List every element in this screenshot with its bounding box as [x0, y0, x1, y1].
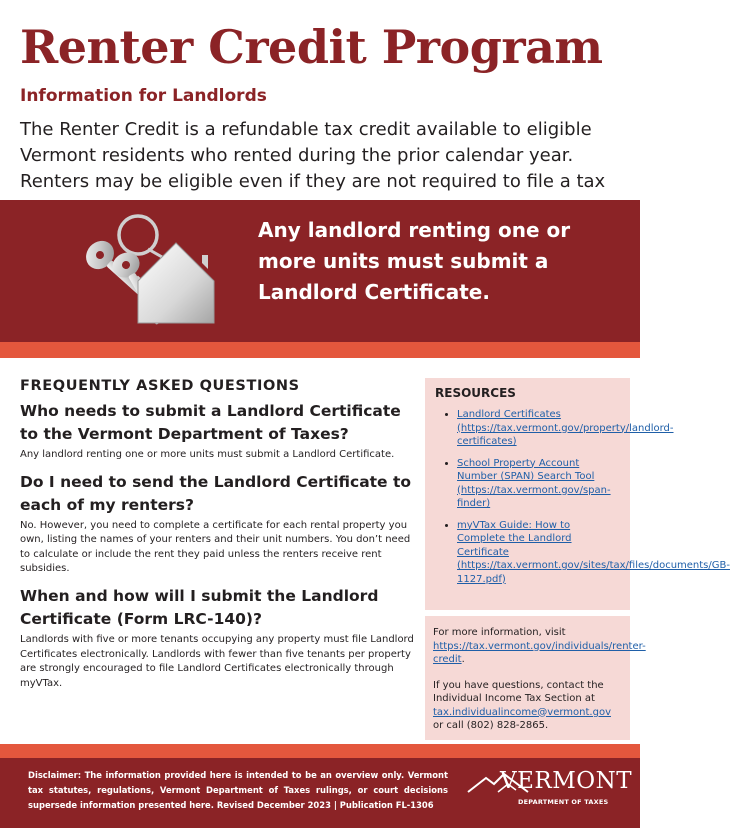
faq-question: When and how will I submit the Landlord Certificate (Form LRC-140)? [20, 586, 379, 628]
resource-item [457, 457, 620, 511]
faq-answer: Landlords with five or more tenants occupying any property must file Landlord Certificates electronically. Landlords with fewer than five tenants per property are strongly encouraged to file Landlord Certificates electronically through myVTax. [20, 633, 414, 689]
span-search-tool-link[interactable]: School Property Account Number (SPAN) Search Tool (https://tax.vermont.gov/span-finder) [457, 457, 611, 509]
vermont-tax-logo [468, 768, 633, 818]
renter-credit-link[interactable]: https://tax.vermont.gov/individuals/renter-credit [433, 640, 646, 665]
intro-paragraph: The Renter Credit is a refundable tax credit available to eligible Vermont residents who rented during the prior calendar year. Renters may be eligible even if they are not required to file a tax [20, 119, 606, 192]
disclaimer-text: Disclaimer: The information provided here is intended to be an overview only. Vermont tax statutes, regulations, Vermont Department of Taxes rulings, or court decisions supersede information presented here. Revised December 2023 | Publication FL-1306 [28, 770, 448, 810]
resource-item [457, 408, 674, 449]
resources-list [435, 408, 730, 586]
banner-accent-stripe [0, 342, 640, 358]
myvtax-guide-link[interactable]: myVTax Guide: How to Complete the Landlord Certificate (https://tax.vermont.gov/sites/tax/files/documents/GB-1127.pdf) [457, 519, 730, 585]
contact-end: or call (802) 828-2865. [433, 720, 549, 731]
faq-answer: Any landlord renting one or more units must submit a Landlord Certificate. [20, 449, 395, 460]
more-info-contact [433, 679, 622, 733]
logo-subtitle: DEPARTMENT OF TAXES [518, 798, 609, 806]
resources-heading: RESOURCES [435, 386, 516, 400]
faq-heading: FREQUENTLY ASKED QUESTIONS [20, 378, 300, 394]
faq-section [20, 378, 415, 699]
faq-question: Do I need to send the Landlord Certificate to each of my renters? [20, 472, 412, 514]
page-subtitle: Information for Landlords [20, 86, 267, 106]
logo-wordmark: VERMONT [500, 768, 633, 794]
more-info-panel [425, 616, 646, 740]
contact-email-link[interactable]: tax.individualincome@vermont.gov [433, 706, 611, 718]
more-info-visit [433, 626, 646, 667]
banner-message: Any landlord renting one or more units must submit a Landlord Certificate. [258, 218, 571, 304]
visit-text: For more information, visit [433, 627, 566, 638]
page-title: Renter Credit Program [20, 20, 603, 74]
resource-item [457, 519, 730, 587]
visit-end: . [461, 654, 465, 665]
contact-text: If you have questions, contact the Individual Income Tax Section at [433, 679, 604, 704]
footer-accent-stripe [0, 744, 640, 758]
keys-house-keychain-icon [30, 205, 250, 335]
faq-question: Who needs to submit a Landlord Certificate to the Vermont Department of Taxes? [20, 402, 401, 443]
faq-answer: No. However, you need to complete a certificate for each rental property you own, listing the names of your renters and their unit numbers. You don’t need to calculate or include the rent they paid unless the renters receive rent subsidies. [20, 519, 411, 575]
resources-panel [425, 378, 730, 610]
landlord-certificates-link[interactable]: Landlord Certificates (https://tax.vermont.gov/property/landlord-certificates) [457, 409, 674, 447]
